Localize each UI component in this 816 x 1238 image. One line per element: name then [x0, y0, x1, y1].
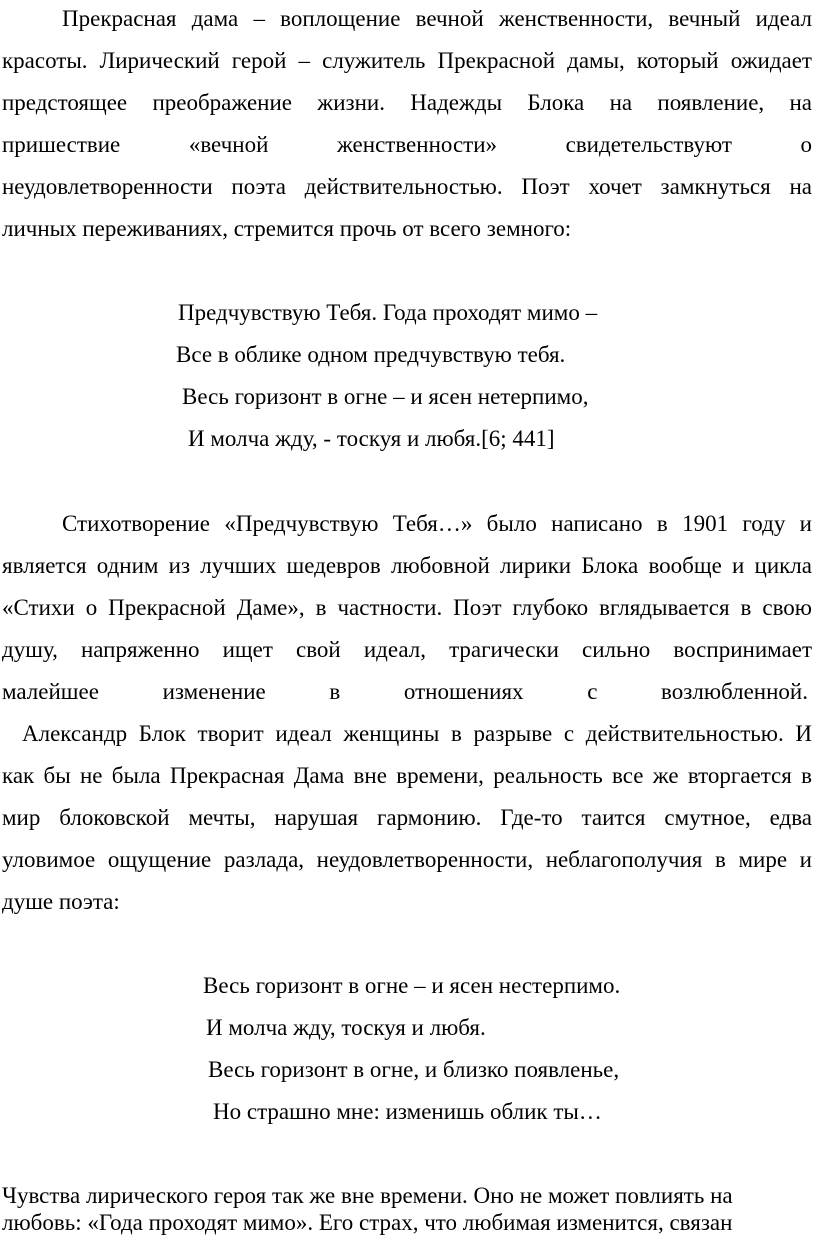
poem-1-line-4: И молча жду, - тоскуя и любя.[6; 441]	[188, 426, 555, 451]
paragraph-2-line-1: Стихотворение «Предчувствую Тебя…» было написано в 1901 году и	[62, 511, 812, 536]
poem-2-line-1: Весь горизонт в огне – и ясен нестерпимо.	[203, 973, 621, 998]
paragraph-1-line-6: личных переживаниях, стремится прочь от всего земного:	[2, 216, 572, 241]
paragraph-2-line-3: «Стихи о Прекрасной Даме», в частности. Поэт глубоко вглядывается в свою	[2, 595, 812, 620]
paragraph-2-line-2: является одним из лучших шедевров любовной лирики Блока вообще и цикла	[2, 553, 812, 578]
paragraph-2-line-9: уловимое ощущение разлада, неудовлетворенности, неблагополучия в мире и	[2, 847, 812, 872]
paragraph-2-line-5: малейшее изменение в отношениях с возлюбленной.	[2, 679, 808, 704]
poem-2-line-4: Но страшно мне: изменишь облик ты…	[213, 1099, 602, 1124]
paragraph-3-line-1: Чувства лирического героя так же вне времени. Оно не может повлиять на	[2, 1183, 733, 1208]
poem-2-line-2: И молча жду, тоскуя и любя.	[206, 1015, 486, 1040]
poem-1-line-2: Все в облике одном предчувствую тебя.	[176, 342, 566, 367]
paragraph-2-line-10: душе поэта:	[2, 889, 120, 914]
paragraph-2-line-8: мир блоковской мечты, нарушая гармонию. Где-то таится смутное, едва	[2, 805, 812, 830]
paragraph-2-line-7: как бы не была Прекрасная Дама вне времени, реальность все же вторгается в	[2, 763, 812, 788]
poem-1-line-1: Предчувствую Тебя. Года проходят мимо –	[178, 300, 598, 325]
paragraph-1-line-1: Прекрасная дама – воплощение вечной женственности, вечный идеал	[62, 6, 812, 31]
poem-1-line-3: Весь горизонт в огне – и ясен нетерпимо,	[182, 384, 589, 409]
paragraph-2-line-4: душу, напряженно ищет свой идеал, трагически сильно воспринимает	[2, 637, 812, 662]
paragraph-1-line-3: предстоящее преображение жизни. Надежды Блока на появление, на	[2, 90, 812, 115]
poem-2-line-3: Весь горизонт в огне, и близко появленье,	[208, 1057, 620, 1082]
paragraph-1-line-4: пришествие «вечной женственности» свидетельствуют о	[2, 132, 812, 157]
paragraph-1-line-5: неудовлетворенности поэта действительностью. Поэт хочет замкнуться на	[2, 174, 812, 199]
paragraph-1-line-2: красоты. Лирический герой – служитель Прекрасной дамы, который ожидает	[2, 48, 812, 73]
paragraph-2-line-6: Александр Блок творит идеал женщины в разрыве с действительностью. И	[22, 721, 812, 746]
paragraph-3-line-2: любовь: «Года проходят мимо». Его страх, что любимая изменится, связан	[2, 1210, 733, 1235]
